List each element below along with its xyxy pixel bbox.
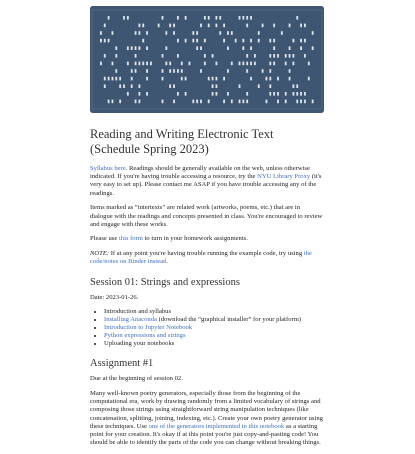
punch-hole: [304, 100, 306, 104]
punch-hole: [216, 84, 218, 88]
punch-hole: [216, 92, 218, 96]
punch-hole: [239, 16, 241, 20]
punch-hole: [227, 92, 229, 96]
punch-hole: [100, 31, 102, 35]
nyu-library-proxy-link[interactable]: NYU Library Proxy: [257, 173, 311, 181]
punch-hole: [100, 39, 102, 43]
punch-hole: [293, 39, 295, 43]
punch-hole: [173, 84, 175, 88]
punch-hole: [127, 46, 129, 50]
punch-hole: [266, 77, 268, 81]
punch-hole: [227, 46, 229, 50]
punch-hole: [296, 92, 298, 96]
punch-hole: [112, 100, 114, 104]
punch-card-background: [90, 6, 324, 113]
punch-hole: [231, 62, 233, 66]
punch-hole: [146, 92, 148, 96]
punch-hole: [185, 39, 187, 43]
punch-hole: [254, 62, 256, 66]
punch-hole: [242, 62, 244, 66]
punch-hole: [289, 24, 291, 28]
punch-hole: [269, 77, 271, 81]
punch-hole: [300, 92, 302, 96]
punch-hole: [169, 62, 171, 66]
punch-hole: [165, 31, 167, 35]
punch-hole: [242, 100, 244, 104]
session-01-list: [90, 308, 324, 348]
punch-hole: [266, 100, 268, 104]
punch-hole: [250, 16, 252, 20]
punch-hole: [162, 100, 164, 104]
punch-hole: [200, 24, 202, 28]
punch-hole: [200, 46, 202, 50]
punch-hole: [246, 24, 248, 28]
punch-hole: [216, 16, 218, 20]
punch-hole: [277, 54, 279, 58]
punch-hole: [162, 69, 164, 73]
punch-hole: [223, 100, 225, 104]
punch-hole: [289, 46, 291, 50]
punch-hole: [204, 54, 206, 58]
punch-hole: [277, 100, 279, 104]
punch-hole: [269, 84, 271, 88]
punch-hole: [169, 69, 171, 73]
punch-hole: [212, 92, 214, 96]
punch-hole: [227, 31, 229, 35]
punch-hole: [242, 46, 244, 50]
punch-hole: [269, 69, 271, 73]
homework-form-link[interactable]: this form: [118, 235, 143, 243]
punch-hole: [142, 39, 144, 43]
punch-hole: [273, 46, 275, 50]
punch-hole: [250, 39, 252, 43]
punch-hole: [112, 62, 114, 66]
punch-hole: [104, 54, 106, 58]
punch-hole: [196, 46, 198, 50]
punch-hole: [112, 77, 114, 81]
punch-hole: [162, 16, 164, 20]
punch-hole: [273, 62, 275, 66]
list-item: • Installing Anaconda (download the “graphical installer” for your platform): [104, 316, 324, 324]
punch-hole: [246, 16, 248, 20]
punch-hole: [269, 62, 271, 66]
punch-hole: [104, 39, 106, 43]
punch-hole: [173, 24, 175, 28]
punch-card-illustration: [90, 6, 324, 113]
punch-hole: [216, 24, 218, 28]
punch-hole: [285, 62, 287, 66]
punch-hole: [246, 100, 248, 104]
punch-hole: [200, 69, 202, 73]
punch-hole: [312, 100, 314, 104]
punch-hole: [300, 24, 302, 28]
punch-hole: [146, 77, 148, 81]
punch-hole: [131, 46, 133, 50]
punch-hole: [119, 100, 121, 104]
punch-hole: [246, 54, 248, 58]
punch-hole: [208, 77, 210, 81]
punch-hole: [304, 54, 306, 58]
punch-hole: [216, 77, 218, 81]
homework-text-1: Please use: [90, 235, 119, 243]
punch-hole: [285, 92, 287, 96]
punch-hole: [196, 100, 198, 104]
punch-hole: [100, 62, 102, 66]
punch-hole: [139, 92, 141, 96]
punch-hole: [296, 100, 298, 104]
page-title: Reading and Writing Electronic Text (Schedule Spring 2023): [90, 127, 274, 156]
punch-hole: [293, 84, 295, 88]
note-text-2: .: [166, 258, 169, 266]
assignment-1-description: Many well-known poetry generators, especially those from the beginning of the computational era, work by drawing randomly from a limited vocabulary of strings and composing those strings using straightforward string manipulation techniques (like concatenation, splitting, joining, indexing, etc.). Create your own poetry generator using these techniques. Use one of the generators implemented in this notebook as a starting point for your creation. It's okay if at this point you're just copy-and-pasting code! You should be able to identify the parts of the code you can change without breaking things.: [90, 389, 323, 447]
punch-hole: [177, 16, 179, 20]
punch-hole: [281, 31, 283, 35]
punch-hole: [173, 69, 175, 73]
installing-anaconda-link[interactable]: Installing Anaconda: [104, 316, 157, 324]
punch-hole: [169, 24, 171, 28]
punch-hole: [289, 54, 291, 58]
punch-hole: [119, 84, 121, 88]
punch-hole: [185, 92, 187, 96]
punch-hole: [273, 54, 275, 58]
punch-hole: [165, 46, 167, 50]
punch-hole: [269, 39, 271, 43]
punch-hole: [223, 77, 225, 81]
punch-hole: [146, 31, 148, 35]
punch-hole: [177, 54, 179, 58]
punch-hole: [139, 100, 141, 104]
punch-hole: [273, 92, 275, 96]
punch-hole: [173, 100, 175, 104]
punch-hole: [131, 69, 133, 73]
punch-hole: [162, 54, 164, 58]
punch-hole: [173, 31, 175, 35]
session-01-date: Date: 2023-01-26.: [90, 293, 139, 301]
punch-hole: [104, 84, 106, 88]
punch-hole: [312, 31, 314, 35]
punch-hole: [112, 31, 114, 35]
punch-hole: [142, 62, 144, 66]
punch-hole: [258, 39, 260, 43]
homework-text-2: to turn in your homework assignments.: [142, 235, 248, 243]
punch-hole: [169, 84, 171, 88]
punch-hole: [185, 77, 187, 81]
punch-hole: [231, 31, 233, 35]
assignment-1-due: Due at the beginning of session 02.: [90, 375, 183, 383]
note-label: NOTE:: [90, 250, 110, 258]
punch-hole: [258, 31, 260, 35]
punch-hole: [304, 24, 306, 28]
punch-hole: [115, 69, 117, 73]
punch-hole: [104, 77, 106, 81]
punch-hole: [115, 54, 117, 58]
punch-hole: [181, 77, 183, 81]
punch-hole: [135, 46, 137, 50]
punch-hole: [289, 77, 291, 81]
punch-hole: [162, 77, 164, 81]
punch-hole: [119, 77, 121, 81]
punch-hole: [108, 77, 110, 81]
punch-hole: [293, 54, 295, 58]
punch-hole: [135, 62, 137, 66]
note-paragraph: [90, 250, 324, 266]
punch-hole: [150, 62, 152, 66]
punch-hole: [177, 92, 179, 96]
punch-hole: [304, 39, 306, 43]
punch-hole: [246, 92, 248, 96]
punch-hole: [300, 46, 302, 50]
punch-hole: [293, 62, 295, 66]
intertexts-paragraph: Items marked as “intertexts” are related work (artworks, poems, etc.) that are in dialogue with the readings and concepts presented in class. You're encouraged to review and engage with these works.: [90, 204, 323, 228]
punch-hole: [131, 84, 133, 88]
punch-hole: [296, 84, 298, 88]
punch-hole: [304, 92, 306, 96]
punch-hole: [189, 62, 191, 66]
punch-hole: [269, 92, 271, 96]
punch-hole: [250, 77, 252, 81]
binder-link[interactable]: the code/notes on Binder instead: [90, 250, 312, 266]
punch-hole: [185, 16, 187, 20]
punch-hole: [142, 24, 144, 28]
punch-hole: [258, 84, 260, 88]
punch-hole: [204, 62, 206, 66]
punch-hole: [131, 77, 133, 81]
punch-hole: [192, 100, 194, 104]
punch-hole: [262, 69, 264, 73]
punch-hole: [108, 100, 110, 104]
punch-hole: [296, 16, 298, 20]
punch-hole: [165, 62, 167, 66]
punch-hole: [181, 62, 183, 66]
punch-hole: [273, 39, 275, 43]
punch-hole: [219, 31, 221, 35]
punch-hole: [135, 69, 137, 73]
list-item: • Introduction and syllabus: [104, 308, 324, 316]
punch-hole: [246, 69, 248, 73]
intro-text-2: (it's very easy to set up). Please contact me ASAP if you have trouble accessing any of the readings.: [90, 173, 322, 197]
punch-hole: [246, 62, 248, 66]
punch-hole: [277, 92, 279, 96]
punch-hole: [223, 24, 225, 28]
python-expressions-link[interactable]: Python expressions and strings: [104, 332, 186, 340]
note-text-1: If at any point you're having trouble running the example code, try using: [109, 250, 304, 258]
punch-hole: [135, 54, 137, 58]
punch-hole: [300, 100, 302, 104]
punch-hole: [200, 100, 202, 104]
punch-hole: [289, 69, 291, 73]
punch-hole: [216, 62, 218, 66]
intro-paragraph: [90, 165, 324, 198]
punch-hole: [123, 16, 125, 20]
punch-hole: [127, 92, 129, 96]
punch-hole: [242, 16, 244, 20]
punch-hole: [212, 54, 214, 58]
punch-hole: [277, 77, 279, 81]
list-item: • Uploading your notebooks: [104, 340, 324, 348]
punch-hole: [285, 100, 287, 104]
punch-hole: [135, 31, 137, 35]
session-01-heading: Session 01: Strings and expressions: [90, 276, 240, 288]
jupyter-notebook-link[interactable]: Introduction to Jupyter Notebook: [104, 324, 193, 332]
punch-hole: [208, 24, 210, 28]
punch-hole: [139, 24, 141, 28]
punch-hole: [177, 39, 179, 43]
punch-hole: [139, 62, 141, 66]
punch-hole: [250, 46, 252, 50]
punch-hole: [108, 16, 110, 20]
intro-text-1: . Readings should be generally available on the web, unless otherwise indicated. If you're having trouble accessing a resource, try the: [90, 165, 310, 181]
punch-hole: [139, 84, 141, 88]
generators-notebook-link[interactable]: one of the generators implemented in this notebook: [148, 422, 285, 430]
punch-hole: [312, 46, 314, 50]
punch-hole: [231, 100, 233, 104]
punch-hole: [158, 24, 160, 28]
punch-hole: [192, 31, 194, 35]
punch-hole: [235, 39, 237, 43]
punch-hole: [208, 16, 210, 20]
punch-hole: [212, 84, 214, 88]
punch-hole: [196, 39, 198, 43]
punch-hole: [242, 39, 244, 43]
punch-hole: [146, 62, 148, 66]
punch-hole: [239, 62, 241, 66]
punch-hole: [127, 16, 129, 20]
punch-hole: [250, 62, 252, 66]
punch-hole: [269, 54, 271, 58]
punch-hole: [115, 77, 117, 81]
punch-hole: [123, 84, 125, 88]
punch-hole: [192, 39, 194, 43]
punch-hole: [219, 16, 221, 20]
assignment-1-heading: Assignment #1: [90, 358, 154, 370]
punch-hole: [239, 84, 241, 88]
punch-hole: [204, 16, 206, 20]
punch-hole: [115, 46, 117, 50]
punch-hole: [181, 69, 183, 73]
punch-hole: [139, 46, 141, 50]
list-item: [104, 324, 324, 332]
punch-hole: [212, 77, 214, 81]
homework-paragraph: [90, 235, 324, 243]
punch-hole: [262, 24, 264, 28]
punch-hole: [300, 39, 302, 43]
punch-hole: [308, 77, 310, 81]
punch-hole: [135, 100, 137, 104]
punch-hole: [127, 62, 129, 66]
page-content: [90, 6, 324, 454]
punch-hole: [104, 24, 106, 28]
syllabus-link[interactable]: Syllabus here: [90, 165, 126, 172]
punch-hole: [227, 69, 229, 73]
punch-hole: [285, 54, 287, 58]
list-item: [104, 332, 324, 340]
punch-hole: [208, 100, 210, 104]
punch-hole: [308, 62, 310, 66]
punch-hole: [146, 46, 148, 50]
punch-hole: [139, 31, 141, 35]
punch-hole: [239, 100, 241, 104]
punch-hole: [254, 54, 256, 58]
punch-hole: [108, 39, 110, 43]
punch-hole: [293, 92, 295, 96]
punch-hole: [223, 39, 225, 43]
punch-hole: [273, 24, 275, 28]
punch-hole: [177, 69, 179, 73]
punch-hole: [196, 31, 198, 35]
punch-card-banner-image: [90, 6, 324, 113]
punch-hole: [204, 39, 206, 43]
punch-hole: [146, 69, 148, 73]
